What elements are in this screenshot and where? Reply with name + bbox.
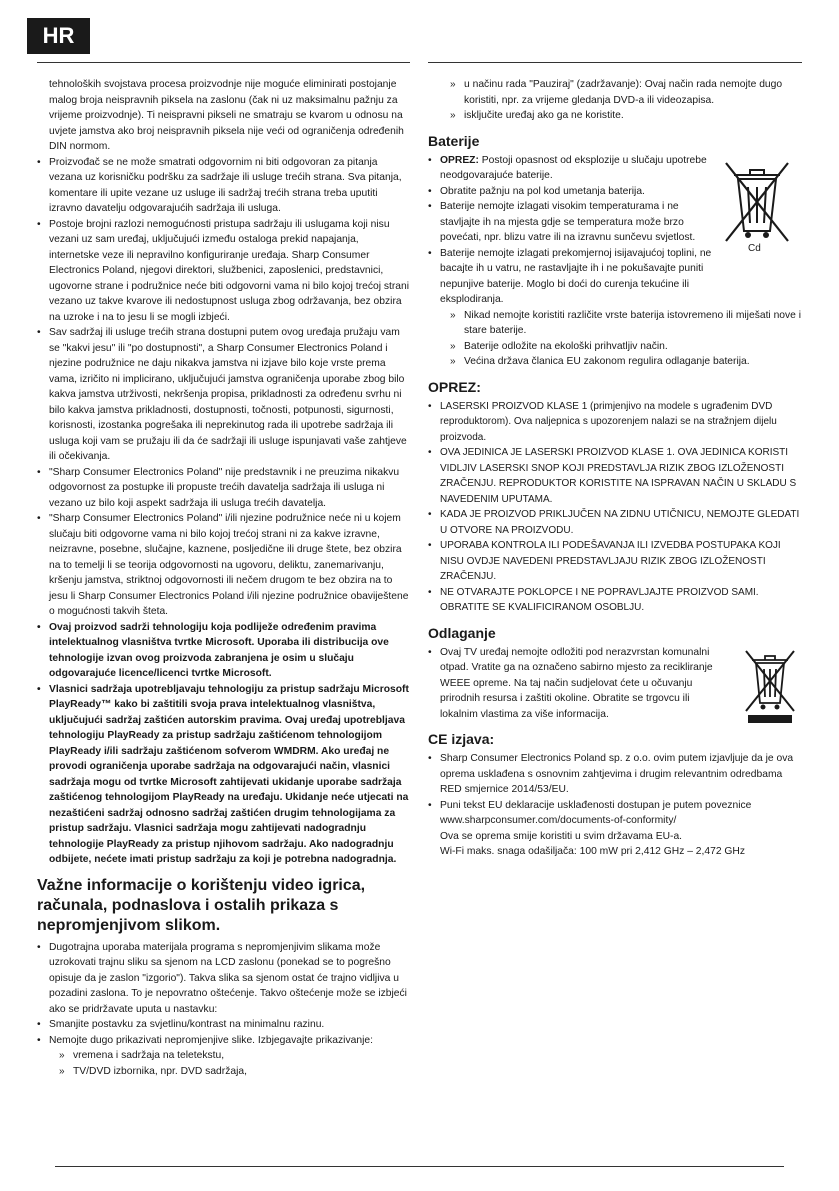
list-item: • UPORABA KONTROLA ILI PODEŠAVANJA ILI IZVEDBA POSTUPAKA KOJI NISU OVDJE NAVEDENI PREDSTAVLJAJU RIZIK ZBOG IZLOŽENOSTI ZRAČENJU. [428,538,802,585]
cd-label: Cd [748,242,761,254]
list-item [428,798,802,860]
list-item: • Sharp Consumer Electronics Poland sp. z o.o. ovim putem izjavljuje da je ova oprema usklađena s osnovnim zahtjevima i drugim relevantnim odredbama RED smjernice 2014/53/EU. [428,751,802,798]
ce-wifi-power: Wi-Fi maks. snaga odašiljača: 100 mW pri 2,412 GHz – 2,472 GHz [440,846,746,857]
left-bullet-list [37,155,410,868]
left-column [37,77,410,1079]
list-item: » TV/DVD izbornika, npr. DVD sadržaja, [59,1064,410,1080]
list-item: • LASERSKI PROIZVOD KLASE 1 (primjenjivo na modele s ugrađenim DVD reproduktorom). Ova naljepnica s upozorenjem nalazi se na stražnjem dijelu proizvoda. [428,399,802,446]
list-item: • Sav sadržaj ili usluge trećih strana dostupni putem ovog uređaja pružaju vam se "kakvi jesu" ili "po dostupnosti", a Sharp Consumer Electronics Poland i njezine podružnice ne daju nikakva jamstva ni izjave bilo koje vrste prema vama, izričito ni implicirano, uključujući jamstva ograničenja uporabe zbog bilo kakva jamstva utrživosti, nekršenja propisa, prikladnosti za određenu svrhu ni bilo kakva jamstva prikladnosti, dostupnosti, točnosti, potpunosti, sigurnosti, korisnosti, izostanka pogrešaka ili neprekinutog rada ili upotrebe sadržaja ili usluga koji vam se pružaju ili da će sadržaji ili usluge ispunjavati vaše zahtjeve ili očekivanja. [37,325,410,465]
list-item: • Nemojte dugo prikazivati nepromjenjive slike. Izbjegavajte prikazivanje: [37,1033,410,1049]
disposal-section [428,645,802,723]
ce-eu-usage: Ova se oprema smije koristiti u svim državama EU-a. [440,830,683,842]
video-bullet-list [37,940,410,1049]
video-sub-list [37,1048,410,1079]
list-item [428,153,802,184]
disposal-list [428,645,802,723]
list-item: • "Sharp Consumer Electronics Poland" i/ili njezine podružnice neće ni u kojem slučaju biti odgovorne vama ni bilo kojoj trećoj strani ni za kakve izravne, neizravne, posebne, slučajne, kaznene, posljedične ili druge štete, bez obzira na to temelji li se teorija odgovornosti na ugovoru, deliktu, zanemarivanju, kršenju jamstva, striktnoj odgovornosti ili nečem drugom te bez obzira na to jesu li Sharp Consumer Electronics Poland i/ili njezine podružnice obaviještene o mogućnosti takvih šteta. [37,511,410,620]
list-item: » vremena i sadržaja na teletekstu, [59,1048,410,1064]
list-item [428,246,802,308]
list-item: » Nikad nemojte koristiti različite vrste baterija istovremeno ili miješati nove i stare baterije. [450,308,802,339]
warning-label: OPREZ: [440,154,479,166]
list-item: • "Sharp Consumer Electronics Poland" nije predstavnik i ne preuzima nikakvu odgovornost za postupke ili propuste trećih davatelja sadržaja ili usluga ni vezano uz bilo koji aspekt sadržaja ili usluga trećih davatelja. [37,465,410,512]
list-item: • Ovaj proizvod sadrži tehnologiju koja podliježe određenim pravima intelektualnog vlasništva tvrtke Microsoft. Uporaba ili distribucija ove tehnologije izvan ovog proizvoda zabranjena je osim u slučaju odgovarajuće licence/licenci tvrtke Microsoft. [37,620,410,682]
pause-sub-list [428,77,802,124]
list-item: • Smanjite postavku za svjetlinu/kontrast na minimalnu razinu. [37,1017,410,1033]
video-heading: Važne informacije o korištenju video igrica, računala, podnaslova i ostalih prikaza s nepromjenjivom slikom. [37,876,366,934]
left-top-rule [37,62,410,63]
list-item: • OVA JEDINICA JE LASERSKI PROIZVOD KLASE 1. OVA JEDINICA KORISTI VIDLJIV LASERSKI SNOP KOJI PREDSTAVLJA RIZIK ZBOG IZLOŽENOSTI ZRAČENJU. REPRODUKTOR KORISTITE NA ISPRAVAN NAČIN U SKLADU S NAVEDENIM UPUTAMA. [428,445,802,507]
right-top-rule [428,62,802,63]
batteries-section [428,153,802,370]
batteries-heading: Baterije [428,132,480,149]
list-item: • Obratite pažnju na pol kod umetanja baterija. [428,184,802,200]
list-item: • Ovaj TV uređaj nemojte odložiti pod nerazvrstan komunalni otpad. Vratite ga na označeno sabirno mjesto za recikliranje WEEE opreme. Na taj način sudjelovat ćete u očuvanju prirodnih resursa i zaštiti okoline. Obratite se trgovcu ili lokalnim vlastima za više informacija. [428,645,802,723]
list-item: • NE OTVARAJTE POKLOPCE I NE POPRAVLJAJTE PROIZVOD SAMI. OBRATITE SE KVALIFICIRANOM OSOBLJU. [428,585,802,616]
list-item: • Postoje brojni razlozi nemogućnosti pristupa sadržaju ili uslugama koji nisu vezani uz sam uređaj, uključujući između ostaloga prekid napajanja, internetske veze ili nepravilno konfiguriranje uređaja. Sharp Consumer Electronics Poland, njegovi direktori, službenici, zaposlenici, predstavnici, ugovorne strane i podružnice neće biti odgovorni vama ni bilo kojoj trećoj strani vezano uz takve kvarove ili nedostupnost usluga zbog održavanja, bez obzira na uzroke i na to jesu li se mogli izbjeći. [37,217,410,326]
list-item: » u načinu rada "Pauziraj" (zadržavanje): Ovaj način rada nemojte dugo koristiti, npr. za vrijeme gledanja DVD-a ili videozapisa. [450,77,802,108]
ce-heading: CE izjava: [428,731,495,747]
intro-continuation: tehnoloških svojstava procesa proizvodnje nije moguće eliminirati postojanje malog broja neispravnih piksela na zaslonu (čak ni uz maksimalnu pažnju za vrijeme proizvodnje). Ti neispravni pikseli ne smatraju se kvarom u odnosu na uvjete jamstva ako broj neispravnih piksela nije veći od ograničenja određenih DIN normom. [49,79,404,152]
list-item: • Dugotrajna uporaba materijala programa s nepromjenjivim slikama može uzrokovati trajnu sliku sa sjenom na LCD zaslonu (ponekad se to pogrešno opisuje da je zaslon "izgorio"). Takva slika sa sjenom ostat će trajno vidljiva u pozadini zaslona. To je nepovratno oštećenje. Takvo oštećenje može se izbjeći ako se pridržavate uputa u nastavku: [37,940,410,1018]
bottom-rule [55,1166,784,1167]
right-column [428,77,802,860]
battery-heat-text: • Baterije nemojte izlagati prekomjernoj isijavajućoj toplini, ne bacajte ih u vatru, ne rastavljajte ih i ne pokušavajte puniti nepunjive baterije. Moglo bi doći do curenja tekućine ili eksplodiranja. [440,247,712,305]
list-item: » Većina država članica EU zakonom regulira odlaganje baterija. [450,354,802,370]
batteries-sub-list [428,308,802,370]
list-item: » Baterije odložite na ekološki prihvatljiv način. [450,339,802,355]
list-item: • KADA JE PROIZVOD PRIKLJUČEN NA ZIDNU UTIČNICU, NEMOJTE GLEDATI U OTVORE NA PROIZVODU. [428,507,802,538]
conformity-url[interactable]: www.sharpconsumer.com/documents-of-conformity/ [440,815,677,826]
list-item: • Proizvođač se ne može smatrati odgovornim ni biti odgovoran za pitanja vezana uz korisničku podršku za sadržaje ili usluge trećih strana. Sva pitanja, komentare ili upite vezane uz usluge ili sadržaj trećih strana treba uputiti izravno davatelju odgovarajućih sadržaja ili usluga. [37,155,410,217]
language-badge: HR [27,18,90,54]
caution-list [428,399,802,616]
ce-list [428,751,802,860]
batteries-list [428,153,802,308]
list-item: • Vlasnici sadržaja upotrebljavaju tehnologiju za pristup sadržaju Microsoft PlayReady™ kako bi zaštitili svoja prava intelektualnog vlasništva, uključujući sadržaj zaštićen autorskim pravima. Ovaj uređaj upotrebljava tehnologiju PlayReady za pristup sadržaju zaštićenom tehnologijom PlayReady i/ili sadržaju zaštićenom sofverom WMDRM. Ako uređaj ne provodi ograničenja uporabe sadržaja na odgovarajući način, vlasnici sadržaja mogu od tvrtke Microsoft zahtijevati ukidanje uporabe sadržaja zaštićenog tehnologijom PlayReady na uređaju. Ukidanje neće utjecati na nezaštićeni sadržaj odnosno sadržaj zaštićen drugim tehnologijama za pristup sadržaju. Vlasnici sadržaja mogu zahtijevati nadogradnju tehnologije PlayReady za pristup njihovom sadržaju. Ako nadogradnju odbijete, nećete imati pristup sadržaju za koji je potrebna nadogradnja. [37,682,410,868]
warning-text: Postoji opasnost od eksplozije u slučaju upotrebe neodgovarajuće baterije. [440,154,707,181]
disposal-heading: Odlaganje [428,624,496,641]
ce-link-intro: • Puni tekst EU deklaracije usklađenosti dostupan je putem poveznice [440,799,752,811]
list-item: » isključite uređaj ako ga ne koristite. [450,108,802,124]
caution-heading: OPREZ: [428,378,481,395]
list-item: • Baterije nemojte izlagati visokim temperaturama i ne stavljajte ih na mjesta gdje se temperatura može brzo povećati, npr. blizu vatre ili na izravnu sunčevu svjetlost. [428,199,802,246]
